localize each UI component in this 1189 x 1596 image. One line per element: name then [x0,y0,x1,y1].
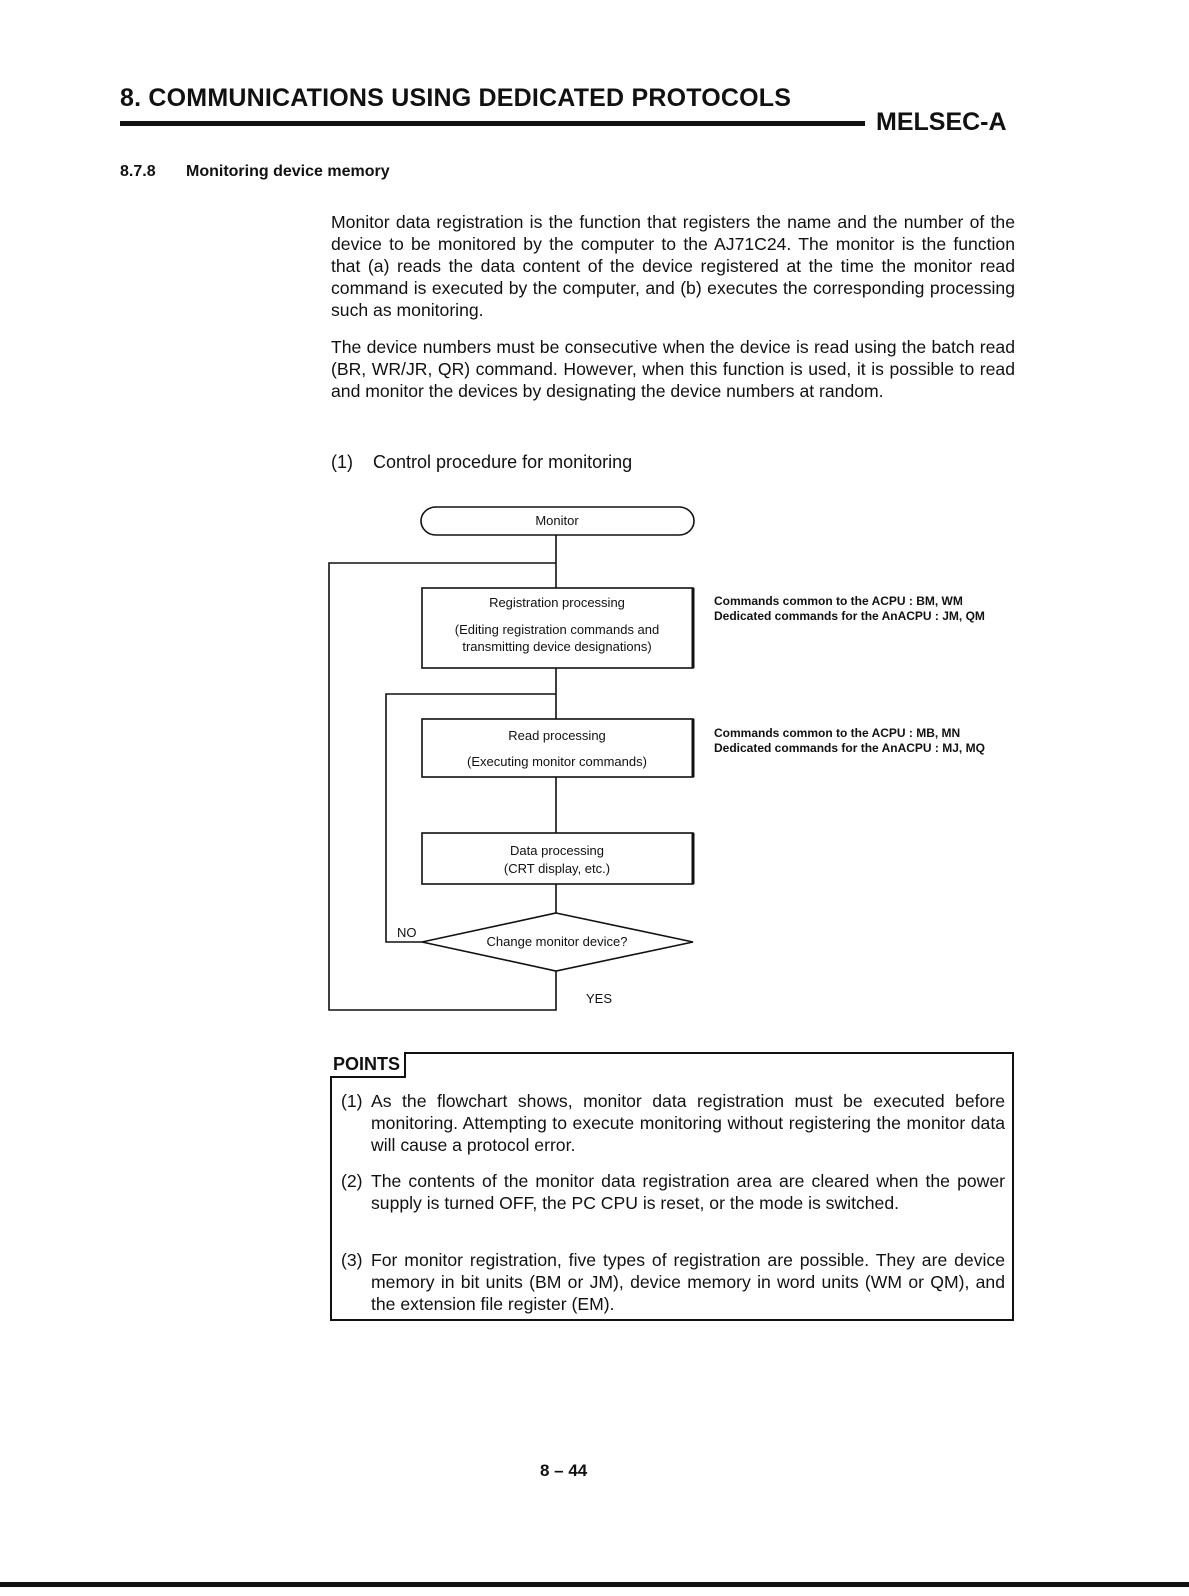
flow-data-box [422,833,693,884]
step-title: Control procedure for monitoring [373,452,633,472]
section-number: 8.7.8 [120,163,156,180]
chapter-title: 8. COMMUNICATIONS USING DEDICATED PROTOCOLS [120,84,792,112]
point-text: The contents of the monitor data registration area are cleared when the power supply is turned OFF, the PC CPU is reset, or the mode is switched. [371,1171,1005,1213]
point-number: (2) [341,1171,363,1191]
flow-registration-detail-1: (Editing registration commands and [454,622,660,637]
flow-no-label: NO [397,925,417,940]
paragraph-device-numbers: The device numbers must be consecutive when the device is read using the batch read (BR, WR/JR, QR) command. However, when this function is used, it is possible to read and monitor the devices by designating the device numbers at random. [331,337,1015,401]
section-title: Monitoring device memory [186,163,390,180]
flow-read-title: Read processing [508,728,606,743]
points-label: POINTS [330,1052,406,1078]
flow-registration-detail-2: transmitting device designations) [462,639,652,654]
step-number: (1) [331,452,353,472]
flow-read-detail: (Executing monitor commands) [467,754,647,769]
read-note-dedicated: Dedicated commands for the AnACPU : MJ, MQ [714,741,985,755]
bottom-rule [0,1582,1189,1587]
flow-decision-label: Change monitor device? [486,934,628,949]
paragraph-monitor-definition: Monitor data registration is the function that registers the name and the number of the device to be monitored by the computer to the AJ71C24. The monitor is the function that (a) reads the data content of the device registered at the time the monitor read command is executed by the computer, and (b) executes the corresponding processing such as monitoring. [331,212,1015,320]
read-note-common: Commands common to the ACPU : MB, MN [714,726,961,740]
point-item [341,1249,1005,1315]
point-text: As the flowchart shows, monitor data registration must be executed before monitoring. Attempting to execute monitoring without registering the monitor data will cause a protocol error. [371,1091,1005,1155]
registration-note-dedicated: Dedicated commands for the AnACPU : JM, QM [714,609,985,623]
flow-data-title: Data processing [510,843,604,858]
page-number: 8 – 44 [540,1461,588,1480]
brand-label: MELSEC-A [876,108,1007,136]
registration-note-common: Commands common to the ACPU : BM, WM [714,594,963,608]
flow-data-detail: (CRT display, etc.) [503,861,611,876]
point-item [341,1090,1005,1156]
flow-registration-title: Registration processing [489,595,625,610]
flow-start-label: Monitor [535,513,579,528]
point-number: (3) [341,1250,363,1270]
flow-yes-label: YES [586,991,613,1006]
point-item [341,1170,1005,1214]
point-text: For monitor registration, five types of registration are possible. They are device memory in bit units (BM or JM), device memory in word units (WM or QM), and the extension file register (EM). [371,1250,1005,1314]
point-number: (1) [341,1091,363,1111]
